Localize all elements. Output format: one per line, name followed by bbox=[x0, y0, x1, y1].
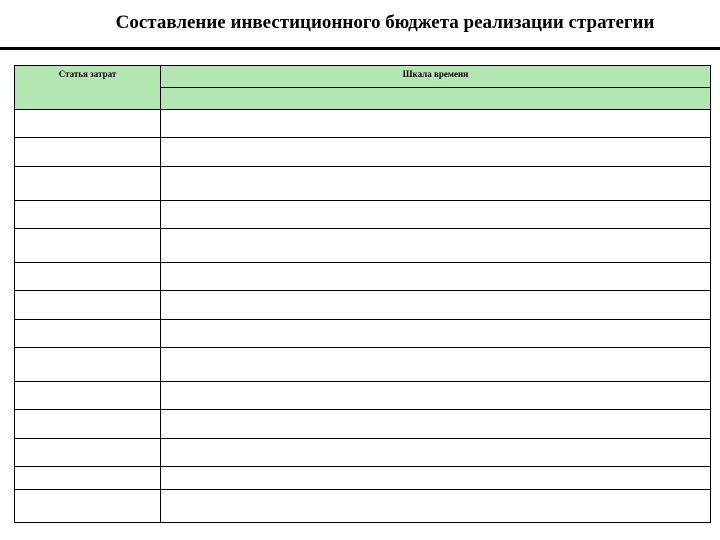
table-row bbox=[15, 439, 711, 467]
table-row bbox=[15, 229, 711, 263]
table-row bbox=[15, 382, 711, 410]
header-timeline-label: Шкала времени bbox=[402, 69, 469, 79]
header-timeline bbox=[161, 66, 711, 88]
header-cost-item bbox=[15, 66, 161, 110]
cost-item-cell bbox=[15, 382, 161, 410]
timeline-cell bbox=[161, 110, 711, 138]
cost-item-cell bbox=[15, 110, 161, 138]
cost-item-cell bbox=[15, 201, 161, 229]
timeline-cell bbox=[161, 382, 711, 410]
budget-table-body bbox=[15, 66, 711, 523]
cost-item-cell bbox=[15, 467, 161, 490]
table-row bbox=[15, 320, 711, 348]
table-row bbox=[15, 263, 711, 291]
table-row bbox=[15, 490, 711, 523]
timeline-cell bbox=[161, 439, 711, 467]
table-row bbox=[15, 410, 711, 439]
table-row bbox=[15, 138, 711, 167]
timeline-cell bbox=[161, 167, 711, 201]
timeline-cell bbox=[161, 348, 711, 382]
timeline-cell bbox=[161, 263, 711, 291]
cost-item-cell bbox=[15, 229, 161, 263]
cost-item-cell bbox=[15, 167, 161, 201]
timeline-cell bbox=[161, 490, 711, 523]
title-underline bbox=[0, 47, 720, 50]
cost-item-cell bbox=[15, 410, 161, 439]
budget-table bbox=[14, 65, 711, 523]
table-row bbox=[15, 291, 711, 320]
cost-item-cell bbox=[15, 263, 161, 291]
cost-item-cell bbox=[15, 439, 161, 467]
header-cost-item-label: Статья затрат bbox=[58, 69, 117, 79]
cost-item-cell bbox=[15, 320, 161, 348]
table-row bbox=[15, 167, 711, 201]
header-row bbox=[15, 66, 711, 88]
cost-item-cell bbox=[15, 138, 161, 167]
timeline-cell bbox=[161, 291, 711, 320]
table-row bbox=[15, 201, 711, 229]
table-row bbox=[15, 110, 711, 138]
timeline-cell bbox=[161, 229, 711, 263]
page-title: Составление инвестиционного бюджета реализации стратегии bbox=[115, 12, 655, 33]
cost-item-cell bbox=[15, 348, 161, 382]
timeline-cell bbox=[161, 467, 711, 490]
cost-item-cell bbox=[15, 490, 161, 523]
timeline-cell bbox=[161, 138, 711, 167]
table-row bbox=[15, 348, 711, 382]
timeline-cell bbox=[161, 201, 711, 229]
timeline-cell bbox=[161, 320, 711, 348]
header-timeline-periods bbox=[161, 88, 711, 110]
timeline-cell bbox=[161, 410, 711, 439]
table-row bbox=[15, 467, 711, 490]
cost-item-cell bbox=[15, 291, 161, 320]
